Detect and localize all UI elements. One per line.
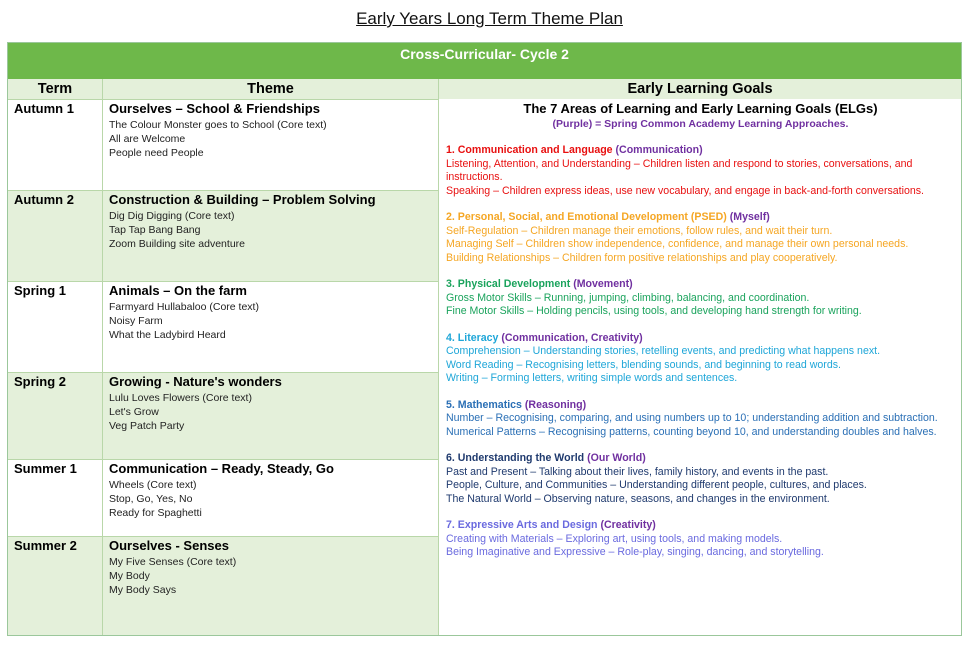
goal-line: Managing Self – Children show independence, confidence, and manage their own personal needs. — [446, 238, 909, 250]
theme-cell — [103, 100, 439, 190]
theme-title: Communication – Ready, Steady, Go — [109, 461, 334, 476]
term-header: Term — [8, 79, 103, 99]
book-title: My Five Senses (Core text) — [109, 556, 237, 568]
term-name: Summer 2 — [8, 537, 103, 635]
area-psed — [446, 211, 955, 265]
book-title: Wheels (Core text) — [109, 479, 197, 491]
theme-cell — [103, 373, 439, 459]
theme-title: Ourselves – School & Friendships — [109, 101, 320, 116]
goal-line: Comprehension – Understanding stories, retelling events, and predicting what happens next. — [446, 345, 881, 357]
book-title: My Body Says — [109, 584, 177, 596]
term-row — [8, 459, 439, 536]
goal-line: Self-Regulation – Children manage their emotions, follow rules, and wait their turn. — [446, 224, 833, 237]
theme-cell — [103, 191, 439, 281]
theme-cell — [103, 460, 439, 536]
theme-header: Theme — [103, 79, 439, 99]
goal-line: Speaking – Children express ideas, use new vocabulary, and engage in back-and-forth conversations. — [446, 184, 924, 197]
goal-line: The Natural World – Observing nature, seasons, and changes in the environment. — [446, 492, 830, 505]
goal-line: Word Reading – Recognising letters, blending sounds, and beginning to read words. — [446, 358, 841, 371]
term-row — [8, 536, 439, 635]
goals-heading: The 7 Areas of Learning and Early Learning Goals (ELGs) — [523, 101, 878, 116]
area-title: 4. Literacy — [446, 331, 499, 344]
area-expressive-arts — [446, 519, 955, 560]
learning-approach: (Communication) — [615, 144, 703, 156]
book-title: Veg Patch Party — [109, 420, 185, 432]
area-physical-development — [446, 278, 955, 319]
area-title: 3. Physical Development — [446, 278, 571, 290]
book-title: People need People — [109, 147, 204, 159]
book-title: Farmyard Hullabaloo (Core text) — [109, 301, 259, 313]
learning-approach: (Our World) — [587, 452, 646, 464]
book-title: All are Welcome — [109, 133, 186, 145]
goal-line: Gross Motor Skills – Running, jumping, climbing, balancing, and coordination. — [446, 291, 810, 304]
term-row — [8, 190, 439, 281]
book-title: Ready for Spaghetti — [109, 507, 202, 519]
area-literacy — [446, 332, 955, 386]
book-title: Noisy Farm — [109, 315, 163, 327]
area-title: 7. Expressive Arts and Design — [446, 519, 598, 531]
book-title: My Body — [109, 570, 150, 582]
term-name: Autumn 1 — [8, 100, 103, 190]
term-row — [8, 372, 439, 459]
theme-title: Animals – On the farm — [109, 283, 247, 298]
book-title: Dig Dig Digging (Core text) — [109, 210, 235, 222]
term-name: Autumn 2 — [8, 191, 103, 281]
book-title: Lulu Loves Flowers (Core text) — [109, 392, 252, 404]
book-title: Tap Tap Bang Bang — [109, 224, 201, 236]
theme-title: Growing - Nature's wonders — [109, 374, 282, 389]
area-title: 5. Mathematics — [446, 398, 522, 411]
area-mathematics — [446, 399, 955, 440]
goal-line: Number – Recognising, comparing, and using numbers up to 10; understanding addition and subtraction. — [446, 412, 938, 424]
early-learning-goals — [439, 99, 961, 635]
book-title: Zoom Building site adventure — [109, 238, 245, 250]
goal-line: Building Relationships – Children form positive relationships and play cooperatively. — [446, 251, 838, 264]
term-name: Spring 2 — [8, 373, 103, 459]
area-title: 1. Communication and Language — [446, 144, 613, 156]
theme-title: Construction & Building – Problem Solving — [109, 192, 376, 207]
learning-approach: (Myself) — [729, 211, 770, 223]
area-title: 6. Understanding the World — [446, 452, 585, 464]
theme-cell — [103, 537, 439, 635]
theme-cell — [103, 282, 439, 372]
goal-line: Creating with Materials – Exploring art, using tools, and making models. — [446, 532, 783, 545]
goals-header: Early Learning Goals — [439, 79, 961, 99]
goal-line: Being Imaginative and Expressive – Role-play, singing, dancing, and storytelling. — [446, 546, 824, 558]
goal-line: Listening, Attention, and Understanding – Children listen and respond to stories, conversations, and instructions. — [446, 157, 913, 183]
goal-line: Fine Motor Skills – Holding pencils, using tools, and developing hand strength for writing. — [446, 305, 862, 317]
book-title: Stop, Go, Yes, No — [109, 493, 193, 505]
goal-line: Numerical Patterns – Recognising patterns, counting beyond 10, and understanding doubles and halves. — [446, 425, 937, 438]
book-title: The Colour Monster goes to School (Core text) — [109, 119, 327, 131]
document-title: Early Years Long Term Theme Plan — [356, 9, 623, 28]
goal-line: Past and Present – Talking about their lives, family history, and events in the past. — [446, 465, 829, 478]
learning-approach: (Communication, Creativity) — [501, 331, 643, 344]
term-name: Spring 1 — [8, 282, 103, 372]
term-row — [8, 281, 439, 372]
learning-approach: (Reasoning) — [524, 398, 587, 411]
goals-subheading: (Purple) = Spring Common Academy Learning Approaches. — [552, 118, 849, 130]
goal-line: Writing – Forming letters, writing simple words and sentences. — [446, 372, 738, 384]
goal-line: People, Culture, and Communities – Understanding different people, cultures, and places. — [446, 479, 867, 491]
cycle-banner: Cross-Curricular- Cycle 2 — [8, 43, 961, 79]
term-row — [8, 99, 439, 190]
area-communication-language — [446, 144, 955, 198]
book-title: What the Ladybird Heard — [109, 329, 226, 341]
area-understanding-world — [446, 452, 955, 506]
theme-title: Ourselves - Senses — [109, 538, 229, 553]
book-title: Let's Grow — [109, 406, 159, 418]
learning-approach: (Creativity) — [600, 519, 656, 531]
term-name: Summer 1 — [8, 460, 103, 536]
area-title: 2. Personal, Social, and Emotional Development (PSED) — [446, 211, 727, 223]
theme-plan-table — [7, 42, 962, 636]
learning-approach: (Movement) — [573, 278, 633, 290]
